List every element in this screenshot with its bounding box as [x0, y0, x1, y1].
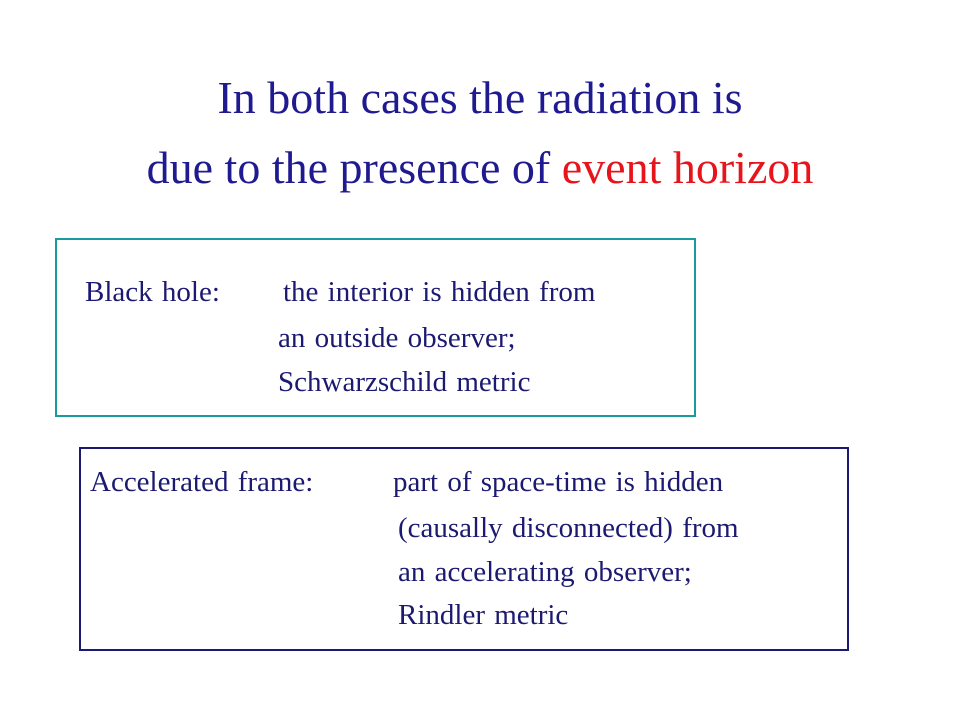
- accelerated-line-4: Rindler metric: [398, 599, 569, 631]
- black-hole-line-3: Schwarzschild metric: [278, 366, 531, 398]
- accelerated-line-1: part of space-time is hidden: [393, 466, 724, 498]
- title-prefix: due to the presence of: [146, 142, 562, 193]
- black-hole-line-2: an outside observer;: [278, 322, 516, 354]
- accelerated-label: Accelerated frame:: [90, 466, 314, 498]
- accelerated-line-3: an accelerating observer;: [398, 556, 692, 588]
- title-highlight-event-horizon: event horizon: [561, 142, 814, 193]
- accelerated-line-2: (causally disconnected) from: [398, 512, 739, 544]
- slide-title-line-1: In both cases the radiation is: [217, 72, 743, 123]
- black-hole-line-1: the interior is hidden from: [283, 276, 596, 308]
- black-hole-label: Black hole:: [85, 276, 220, 308]
- slide-title-line-2: [0, 140, 960, 196]
